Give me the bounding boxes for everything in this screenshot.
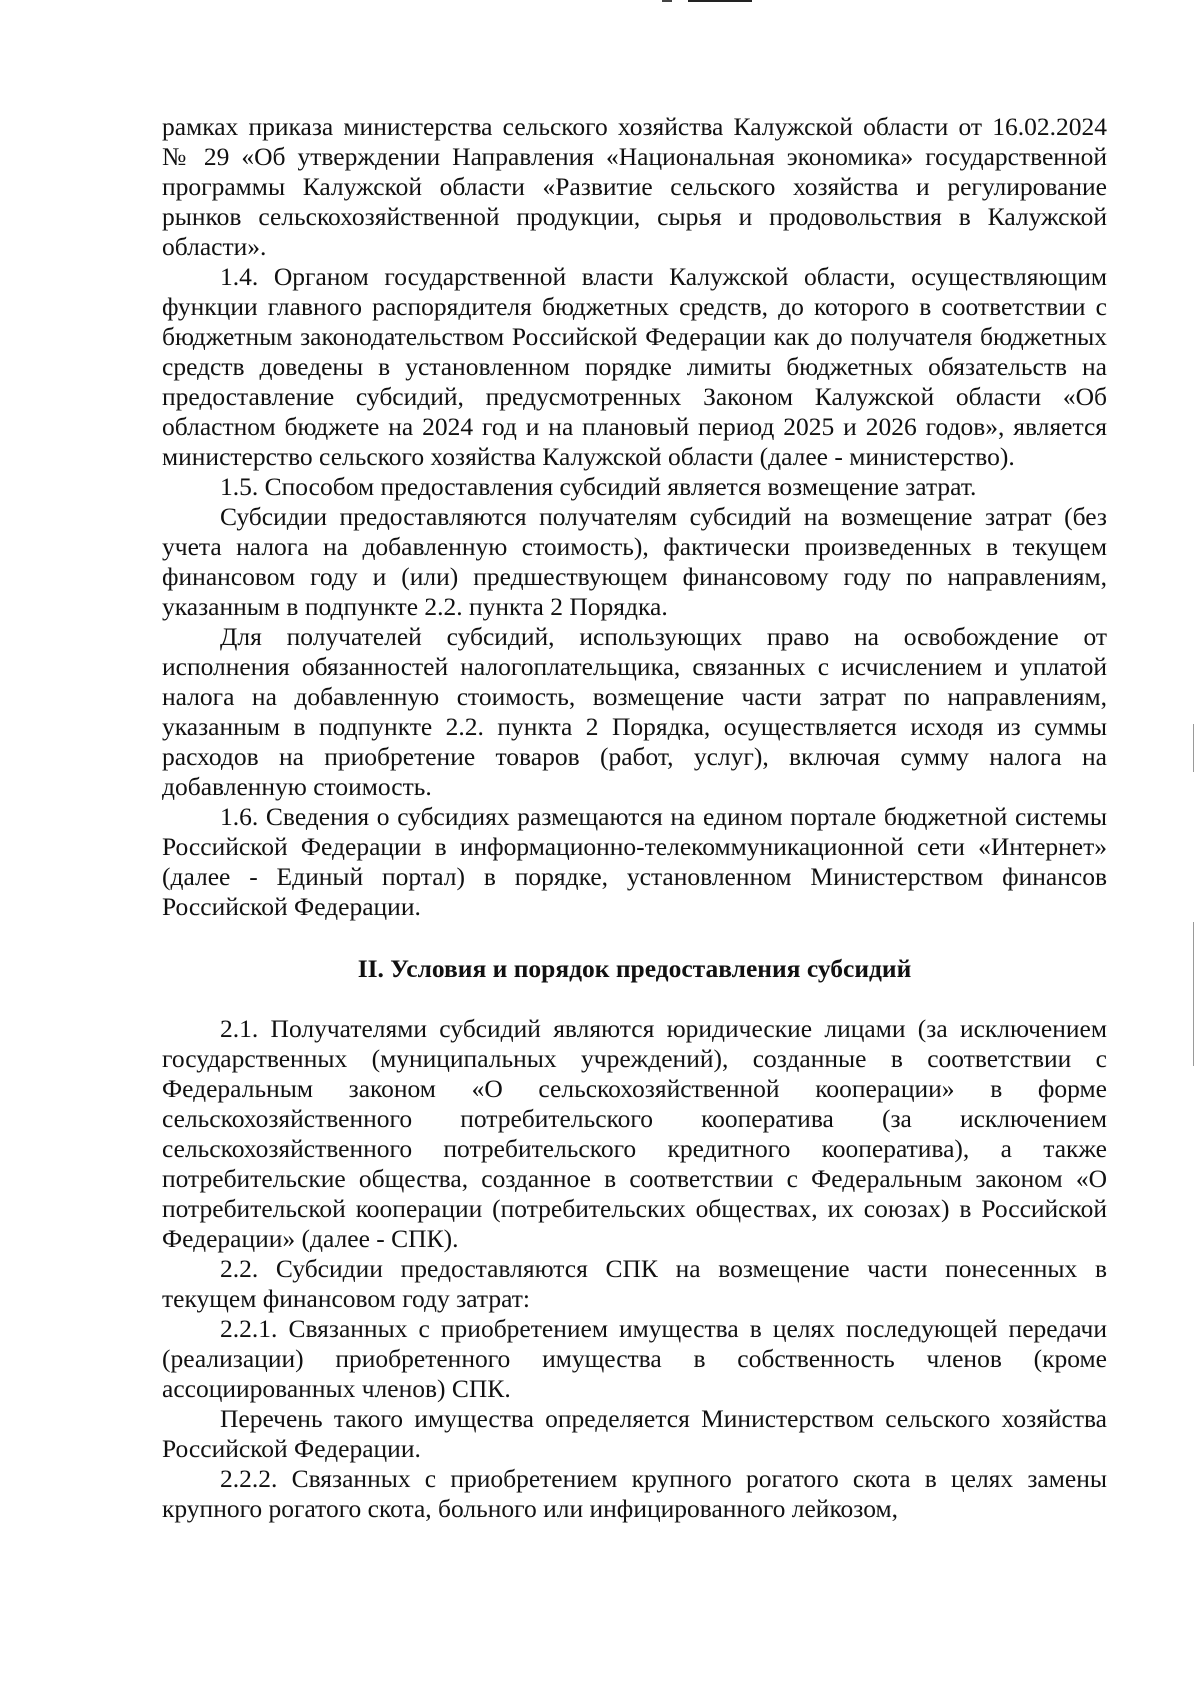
paragraph-vat-exemption: Для получателей субсидий, использующих право на освобождение от исполнения обязанностей налогоплательщика, связанных с исчислением и уплатой налога на добавленную стоимость, возмещение части затрат по направлениям, указанным в подпункте 2.2. пункта 2 Порядка, осуществляется исходя из суммы расходов на приобретение товаров (работ, услуг), включая сумму налога на добавленную стоимость. xyxy=(162,622,1107,801)
section-heading: II. Условия и порядок предоставления субсидий xyxy=(357,954,912,983)
paragraph-2-2-1: 2.2.1. Связанных с приобретением имущества в целях последующей передачи (реализации) приобретенного имущества в собственность членов (кроме ассоциированных членов) СПК. xyxy=(162,1314,1107,1403)
paragraph-1-5: 1.5. Способом предоставления субсидий является возмещение затрат. xyxy=(220,472,977,501)
scan-artifact-line xyxy=(1193,922,1194,1066)
paragraph-1-4: 1.4. Органом государственной власти Калужской области, осуществляющим функции главного распорядителя бюджетных средств, до которого в соответствии с бюджетным законодательством Российской Федерации как до получателя бюджетных средств доведены в установленном порядке лимиты бюджетных обязательств на предоставление субсидий, предусмотренных Законом Калужской области «Об областном бюджете на 2024 год и на плановый период 2025 и 2026 годов», является министерство сельского хозяйства Калужской области (далее - министерство). xyxy=(162,262,1107,471)
scan-artifact-dot xyxy=(662,0,672,2)
paragraph-subsidy-reimbursement: Субсидии предоставляются получателям субсидий на возмещение затрат (без учета налога на добавленную стоимость), фактически произведенных в текущем финансовом году и (или) предшествующем финансовому году по направлениям, указанным в подпункте 2.2. пункта 2 Порядка. xyxy=(162,502,1107,621)
scan-artifact-line xyxy=(1193,724,1194,772)
paragraph-1-6: 1.6. Сведения о субсидиях размещаются на едином портале бюджетной системы Российской Федерации в информационно-телекоммуникационной сети «Интернет» (далее - Единый портал) в порядке, установленном Министерством финансов Российской Федерации. xyxy=(162,802,1107,921)
paragraph-property-list: Перечень такого имущества определяется Министерством сельского хозяйства Российской Федерации. xyxy=(162,1404,1107,1463)
paragraph-2-2-2: 2.2.2. Связанных с приобретением крупного рогатого скота в целях замены крупного рогатого скота, больного или инфицированного лейкозом, xyxy=(162,1464,1107,1523)
paragraph-2-2: 2.2. Субсидии предоставляются СПК на возмещение части понесенных в текущем финансовом году затрат: xyxy=(162,1254,1107,1313)
paragraph-continuation: рамках приказа министерства сельского хозяйства Калужской области от 16.02.2024 № 29 «Об утверждении Направления «Национальная экономика» государственной программы Калужской области «Развитие сельского хозяйства и регулирование рынков сельскохозяйственной продукции, сырья и продовольствия в Калужской области». xyxy=(162,112,1107,261)
paragraph-2-1: 2.1. Получателями субсидий являются юридические лицами (за исключением государственных (муниципальных учреждений), созданные в соответствии с Федеральным законом «О сельскохозяйственной кооперации» в форме сельскохозяйственного потребительского кооператива (за исключением сельскохозяйственного потребительского кредитного кооператива), а также потребительские общества, созданное в соответствии с Федеральным законом «О потребительской кооперации (потребительских обществах, их союзах) в Российской Федерации» (далее - СПК). xyxy=(162,1014,1107,1253)
document-body xyxy=(162,112,1107,1524)
page-number-underline xyxy=(688,0,752,2)
